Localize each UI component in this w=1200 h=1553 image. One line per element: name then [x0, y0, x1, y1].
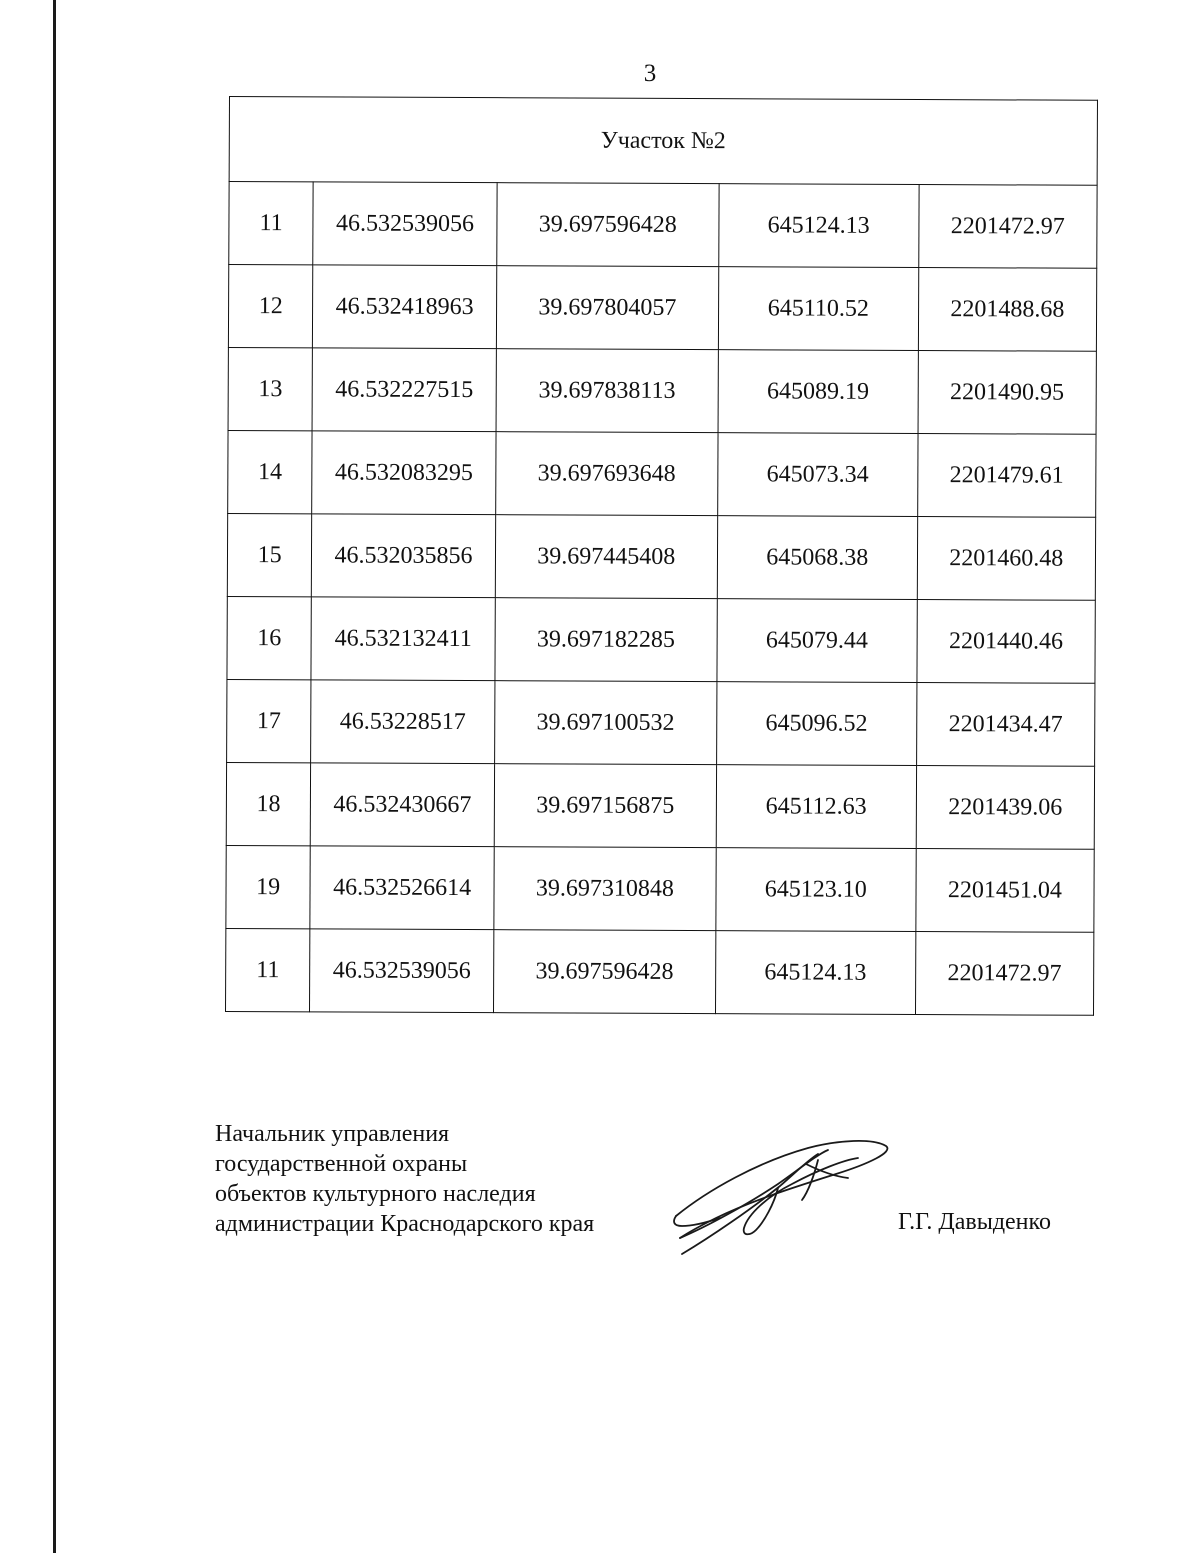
x-coordinate-cell: 645123.10 [716, 848, 916, 932]
longitude-cell: 39.697804057 [496, 266, 718, 350]
table-row [227, 596, 1095, 683]
table-row [228, 347, 1096, 434]
handwritten-signature [668, 1130, 898, 1260]
scan-edge-line [53, 0, 56, 1553]
table-row [227, 679, 1095, 766]
table-row [229, 182, 1097, 269]
longitude-cell: 39.697310848 [494, 847, 716, 931]
latitude-cell: 46.532132411 [311, 597, 495, 681]
y-coordinate-cell: 2201490.95 [918, 351, 1097, 435]
page-number: 3 [643, 60, 657, 87]
x-coordinate-cell: 645073.34 [718, 433, 918, 517]
latitude-cell: 46.532227515 [312, 348, 496, 432]
table-row [226, 762, 1094, 849]
x-coordinate-cell: 645112.63 [716, 765, 916, 849]
x-coordinate-cell: 645079.44 [717, 599, 917, 683]
y-coordinate-cell: 2201434.47 [916, 683, 1095, 767]
table-title-row [229, 97, 1097, 186]
x-coordinate-cell: 645089.19 [718, 350, 918, 434]
point-number-cell: 16 [227, 596, 312, 679]
point-number-cell: 19 [226, 845, 311, 928]
latitude-cell: 46.53228517 [311, 680, 495, 764]
latitude-cell: 46.532539056 [313, 182, 497, 266]
y-coordinate-cell: 2201472.97 [915, 932, 1094, 1016]
x-coordinate-cell: 645096.52 [716, 682, 916, 766]
table-row [226, 845, 1094, 932]
y-coordinate-cell: 2201451.04 [916, 849, 1095, 933]
longitude-cell: 39.697838113 [496, 349, 718, 433]
signer-name: Г.Г. Давыденко [898, 1209, 1051, 1235]
longitude-cell: 39.697693648 [495, 432, 717, 516]
y-coordinate-cell: 2201472.97 [918, 185, 1097, 269]
table-row [228, 430, 1096, 517]
point-number-cell: 11 [226, 928, 311, 1011]
y-coordinate-cell: 2201479.61 [917, 434, 1096, 518]
latitude-cell: 46.532539056 [310, 929, 494, 1013]
point-number-cell: 14 [228, 430, 313, 513]
longitude-cell: 39.697596428 [497, 183, 719, 267]
table-row [226, 928, 1094, 1015]
x-coordinate-cell: 645124.13 [719, 184, 919, 268]
latitude-cell: 46.532526614 [310, 846, 494, 930]
table-row [227, 513, 1095, 600]
point-number-cell: 15 [227, 513, 312, 596]
signatory-title [215, 1119, 594, 1239]
point-number-cell: 18 [226, 762, 311, 845]
x-coordinate-cell: 645068.38 [717, 516, 917, 600]
longitude-cell: 39.697445408 [495, 515, 717, 599]
latitude-cell: 46.532083295 [312, 431, 496, 515]
latitude-cell: 46.532418963 [313, 265, 497, 349]
longitude-cell: 39.697100532 [494, 681, 716, 765]
point-number-cell: 13 [228, 347, 313, 430]
latitude-cell: 46.532430667 [311, 763, 495, 847]
signatory-title-line: объектов культурного наследия [215, 1181, 536, 1207]
y-coordinate-cell: 2201488.68 [918, 268, 1097, 352]
longitude-cell: 39.697156875 [494, 764, 716, 848]
signatory-title-line: администрации Краснодарского края [215, 1211, 595, 1237]
point-number-cell: 11 [229, 182, 314, 265]
y-coordinate-cell: 2201460.48 [917, 517, 1096, 601]
y-coordinate-cell: 2201439.06 [916, 766, 1095, 850]
signatory-title-line: Начальник управления [215, 1121, 450, 1147]
point-number-cell: 17 [227, 679, 312, 762]
latitude-cell: 46.532035856 [312, 514, 496, 598]
x-coordinate-cell: 645110.52 [718, 267, 918, 351]
longitude-cell: 39.697182285 [495, 598, 717, 682]
longitude-cell: 39.697596428 [493, 930, 715, 1014]
y-coordinate-cell: 2201440.46 [917, 600, 1096, 684]
signatory-title-line: государственной охраны [215, 1151, 468, 1177]
table-title: Участок №2 [229, 97, 1097, 186]
point-number-cell: 12 [228, 265, 313, 348]
coordinates-table [225, 96, 1098, 1016]
x-coordinate-cell: 645124.13 [715, 931, 915, 1015]
table-row [228, 265, 1096, 352]
